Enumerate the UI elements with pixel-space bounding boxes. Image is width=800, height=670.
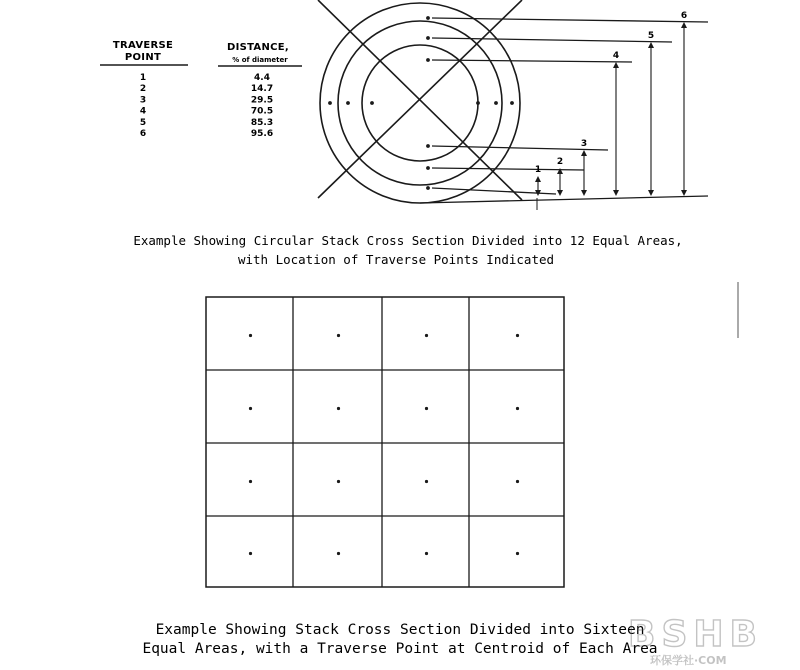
caption-top-line1: Example Showing Circular Stack Cross Section Divided into 12 Equal Areas, <box>133 233 683 248</box>
watermark-logo <box>628 614 763 667</box>
centroid-point <box>425 334 428 337</box>
table-header-distance-unit: % of diameter <box>232 56 288 64</box>
centroid-point <box>249 480 252 483</box>
traverse-point <box>370 101 374 105</box>
traverse-point <box>426 144 430 148</box>
arrow-head-up <box>681 22 687 28</box>
grid-border <box>206 297 564 587</box>
table-cell-distance: 4.4 <box>254 73 270 83</box>
arrow-head-up <box>581 150 587 156</box>
leader-line <box>432 38 672 42</box>
table-cell-point: 4 <box>139 106 147 117</box>
centroid-point <box>516 480 519 483</box>
centroid-point <box>337 407 340 410</box>
arrow-head-up <box>557 168 563 174</box>
table-cell-point: 1 <box>139 73 147 83</box>
centroid-point <box>516 334 519 337</box>
centroid-point <box>425 407 428 410</box>
traverse-point <box>328 101 332 105</box>
centroid-point <box>249 552 252 555</box>
table-header-distance: DISTANCE, <box>226 42 290 53</box>
arrow-head-down <box>681 190 687 196</box>
arrow-head-down <box>581 190 587 196</box>
arrow-head-up <box>648 42 654 48</box>
centroid-point <box>337 480 340 483</box>
arrow-head-up <box>613 62 619 68</box>
centroid-point <box>337 334 340 337</box>
centroid-point <box>425 552 428 555</box>
dimension-label: 6 <box>680 11 688 21</box>
leader-line <box>432 168 584 170</box>
table-cell-distance: 14.7 <box>250 84 274 95</box>
grid-lines <box>206 297 564 587</box>
outer-circle <box>320 3 520 203</box>
dimension-label: 4 <box>612 51 620 61</box>
leader-line <box>420 196 708 203</box>
traverse-point <box>426 36 430 40</box>
traverse-point <box>510 101 514 105</box>
centroid-point <box>425 480 428 483</box>
centroid-point <box>337 552 340 555</box>
table-cell-point: 6 <box>139 129 147 139</box>
table-cell-point: 5 <box>139 117 147 128</box>
leader-line <box>432 18 708 22</box>
table-cell-distance: 85.3 <box>250 117 274 128</box>
table-cell-distance: 70.5 <box>250 106 274 117</box>
centroid-point <box>249 334 252 337</box>
watermark-site-text: 环保学社·COM <box>650 654 727 667</box>
traverse-point <box>426 186 430 190</box>
arrow-head-down <box>648 190 654 196</box>
dimension-label: 2 <box>556 157 564 167</box>
centroid-point <box>516 407 519 410</box>
arrow-head-down <box>557 190 563 196</box>
traverse-table <box>100 40 302 139</box>
traverse-point <box>426 58 430 62</box>
leader-line <box>432 60 632 62</box>
table-header-point-line1: TRAVERSE <box>112 40 174 51</box>
rectangular-cross-section <box>206 297 564 587</box>
traverse-point <box>426 166 430 170</box>
table-header-point-line2: POINT <box>124 52 162 63</box>
grid-centroid-points <box>249 334 519 555</box>
traverse-point <box>476 101 480 105</box>
arrow-head-down <box>613 190 619 196</box>
traverse-point <box>426 16 430 20</box>
centroid-point <box>516 552 519 555</box>
table-cell-distance: 95.6 <box>250 129 274 139</box>
dimension-label: 5 <box>647 31 655 41</box>
centroid-point <box>249 407 252 410</box>
caption-top-line2: with Location of Traverse Points Indicated <box>237 252 555 267</box>
dimension-label: 3 <box>580 139 588 149</box>
caption-bottom-line1: Example Showing Stack Cross Section Divided into Sixteen <box>155 622 645 638</box>
table-cell-distance: 29.5 <box>250 95 274 106</box>
watermark-logo-text: BSHB <box>628 614 763 655</box>
traverse-point <box>494 101 498 105</box>
leader-lines <box>420 18 708 203</box>
table-cell-point: 2 <box>139 84 147 95</box>
table-cell-point: 3 <box>139 95 147 106</box>
traverse-point <box>346 101 350 105</box>
dimension-label: 1 <box>534 165 542 175</box>
caption-bottom-line2: Equal Areas, with a Traverse Point at Centroid of Each Area <box>142 641 658 657</box>
inner-circle <box>362 45 478 161</box>
table-rows <box>140 73 273 139</box>
arrow-head-up <box>535 176 541 182</box>
